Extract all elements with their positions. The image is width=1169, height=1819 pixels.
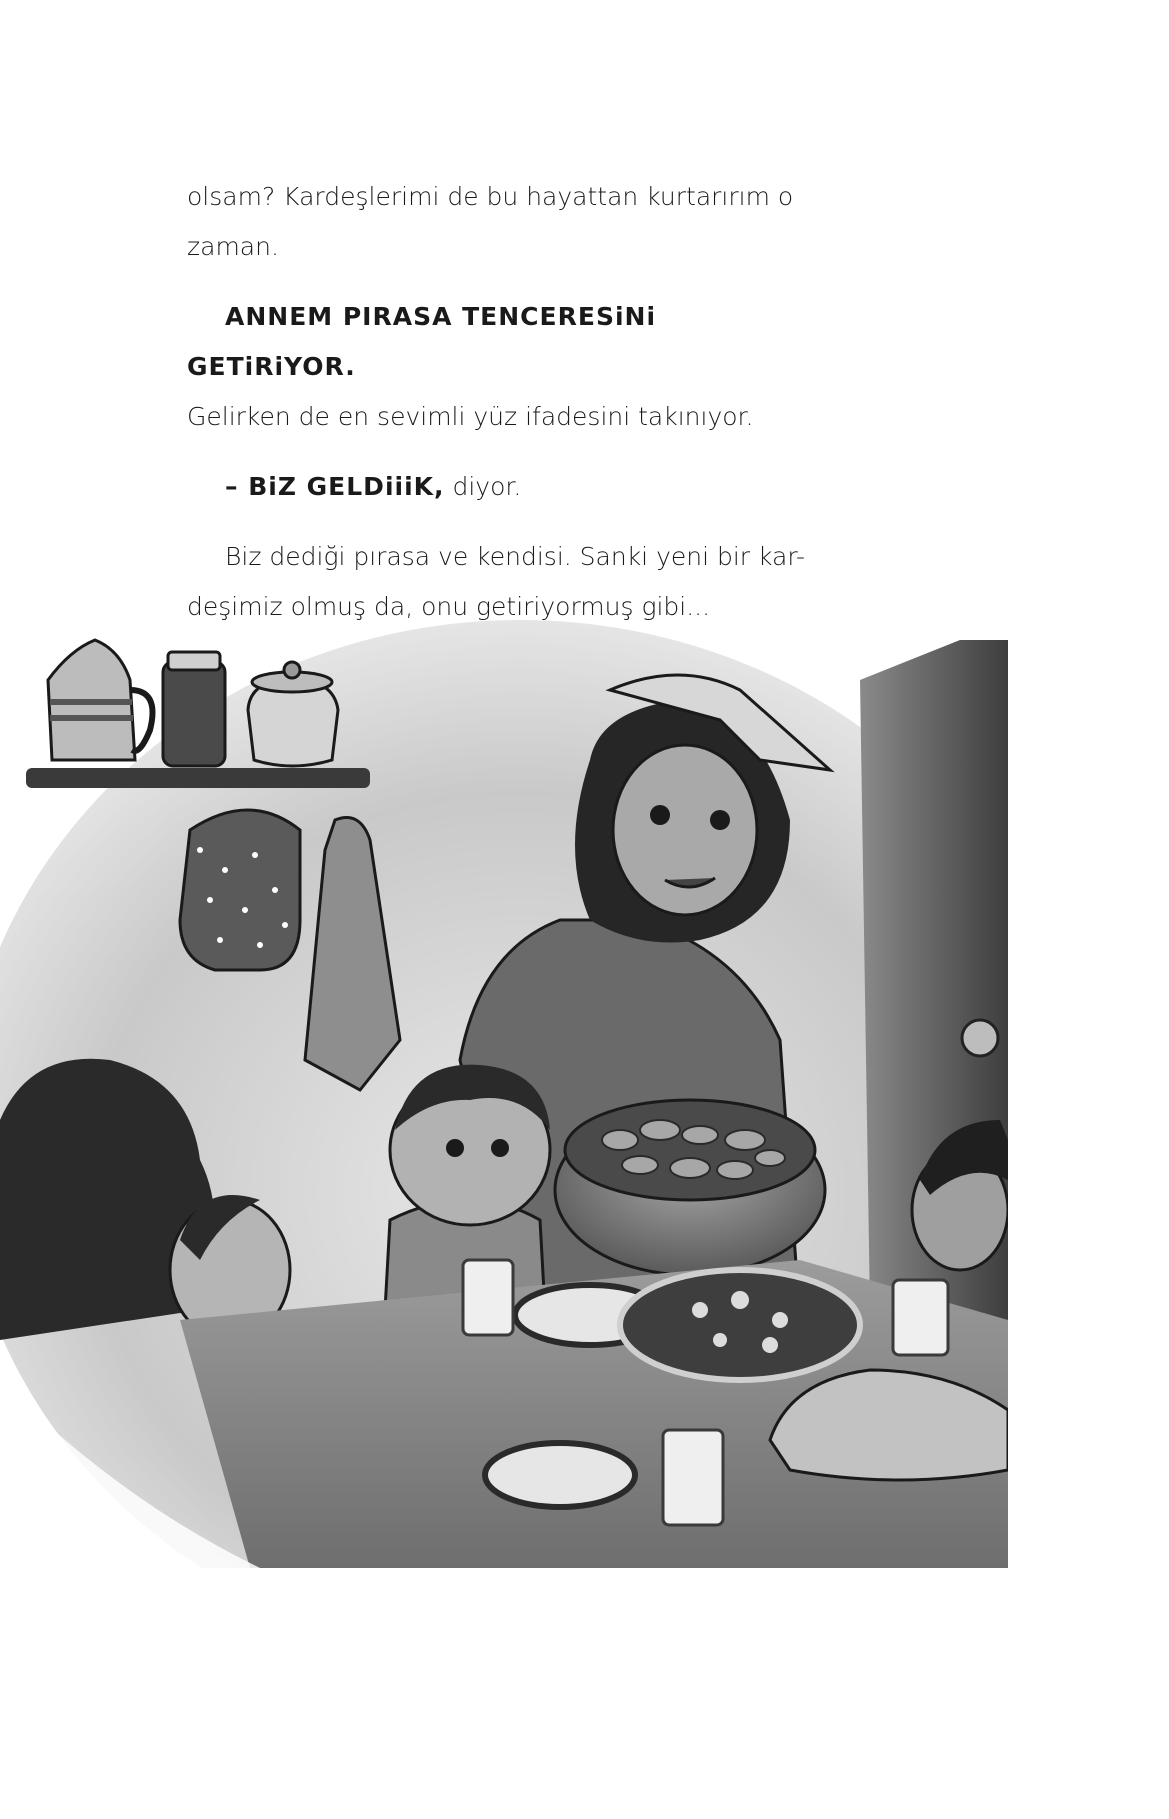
oven-mitt (180, 810, 300, 970)
serving-dish (620, 1270, 860, 1380)
glass-1 (463, 1260, 513, 1335)
paragraph-4-line-2: deşimiz olmuş da, onu getiriyormuş gibi... (187, 592, 711, 621)
paragraph-2-line-2: Gelirken de en sevimli yüz ifadesini takınıyor. (187, 402, 754, 431)
dialogue-shout: – BiZ GELDiiiK, (225, 472, 445, 501)
paragraph-4-line-1: Biz dediği pırasa ve kendisi. Sanki yeni bir kar- (225, 542, 806, 571)
glass-2 (893, 1280, 948, 1355)
kitchen-dinner-illustration (0, 620, 1008, 1568)
jar (163, 662, 225, 766)
shelf (26, 768, 370, 788)
paragraph-2-heading (187, 292, 827, 392)
paragraph-1: olsam? Kardeşlerimi de bu hayattan kurtarırım o zaman. (187, 182, 794, 261)
dialogue-tag: diyor. (444, 472, 522, 501)
dialogue-line (187, 462, 827, 512)
plate-2 (485, 1443, 635, 1507)
heading-mom-brings-leek-pot: ANNEM PIRASA TENCERESiNi GETiRiYOR. (187, 302, 657, 381)
glass-3 (663, 1430, 723, 1525)
mother-face (613, 745, 757, 915)
story-text (187, 172, 827, 632)
door-knob (962, 1020, 998, 1056)
